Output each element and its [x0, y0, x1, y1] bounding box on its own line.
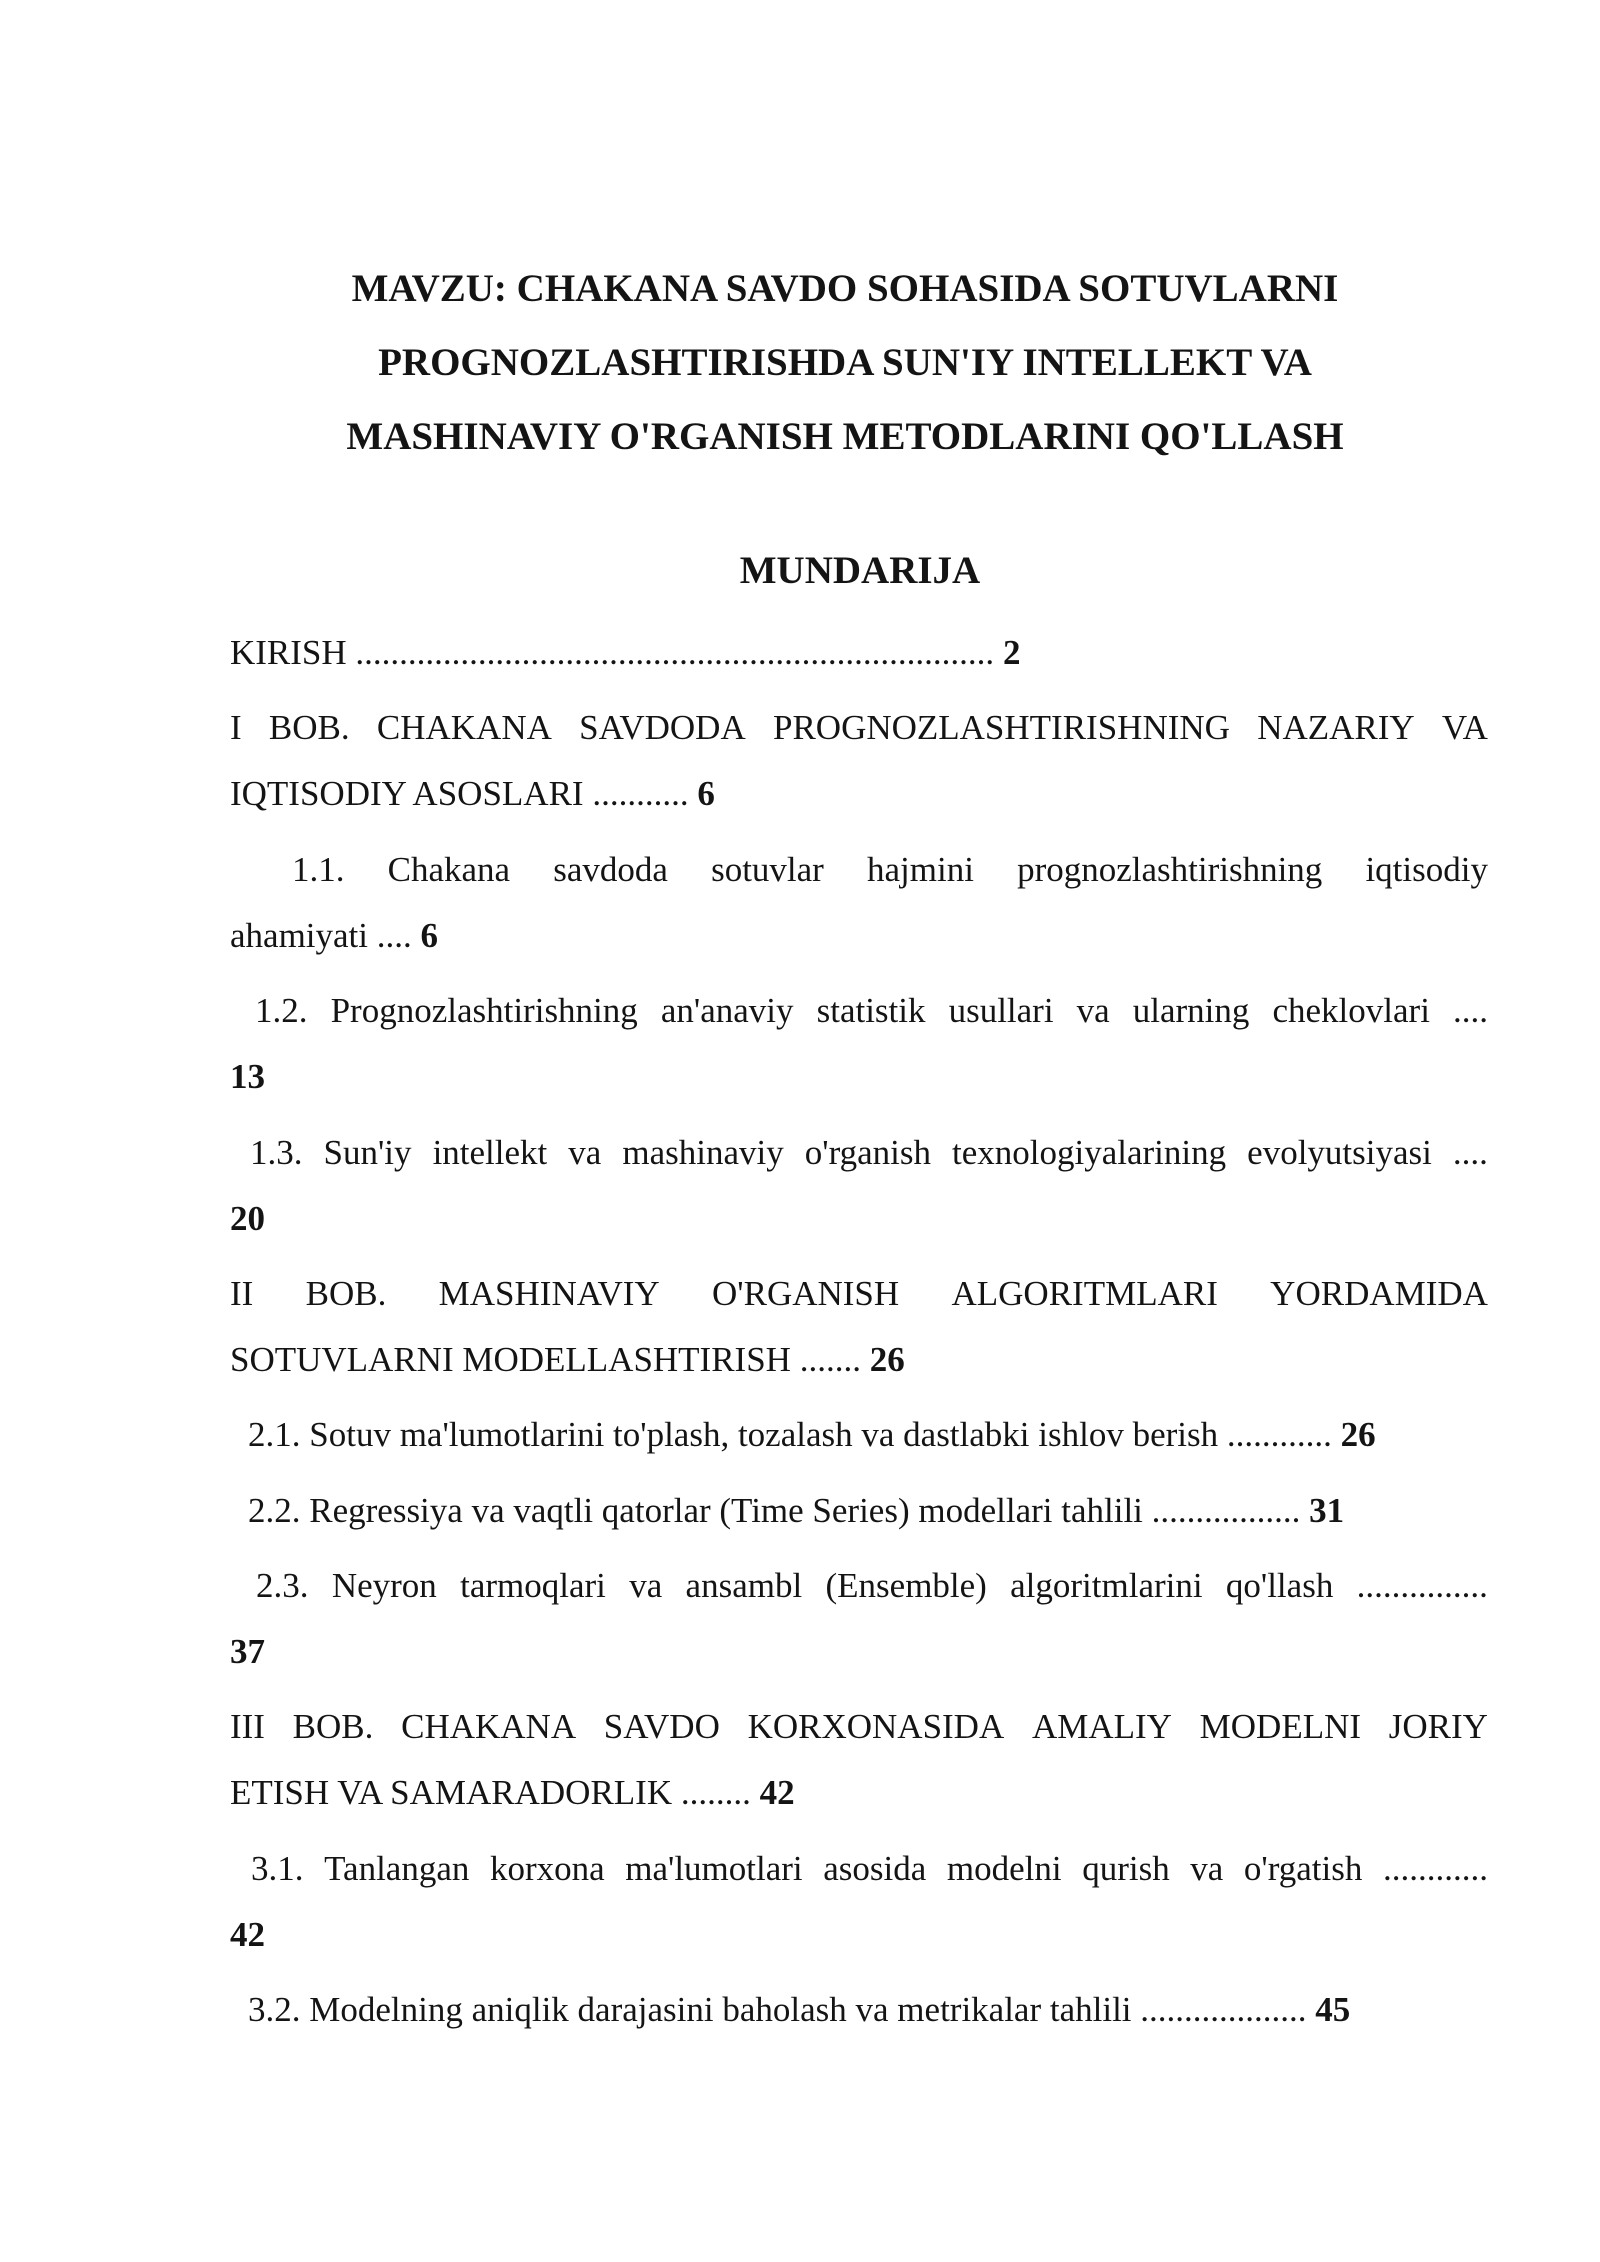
toc-word: SAVDODA — [579, 708, 746, 747]
toc-word: cheklovlari — [1272, 991, 1430, 1030]
toc-entry-text: ETISH VA SAMARADORLIK ........ — [230, 1773, 751, 1812]
toc-word: 2.3. — [256, 1566, 309, 1605]
toc-word: an'anaviy — [660, 991, 794, 1030]
toc-word: va — [629, 1566, 663, 1605]
toc-word: PROGNOZLASHTIRISHNING — [772, 708, 1230, 747]
toc-word: .... — [1453, 991, 1488, 1030]
toc-entry-line1 — [230, 1836, 1488, 1902]
toc-word: BOB. — [305, 1274, 387, 1313]
toc-entry-text: ahamiyati .... — [230, 916, 412, 955]
toc-word: NAZARIY — [1257, 708, 1415, 747]
title-line: MASHINAVIY O'RGANISH METODLARINI QO'LLASH — [346, 415, 1344, 458]
toc-word: YORDAMIDA — [1270, 1274, 1488, 1313]
toc-word: o'rganish — [804, 1133, 931, 1172]
toc-page-number: 37 — [230, 1632, 265, 1671]
toc-page-number: 26 — [869, 1340, 905, 1379]
toc-word: savdoda — [553, 850, 668, 889]
toc-heading: MUNDARIJA — [739, 549, 981, 592]
toc-entry-line1 — [230, 695, 1488, 761]
toc-page-number: 42 — [230, 1915, 265, 1954]
toc-word: sotuvlar — [711, 850, 824, 889]
toc-word: ALGORITMLARI — [951, 1274, 1218, 1313]
toc-page-number: 20 — [230, 1199, 265, 1238]
toc-word: va — [568, 1133, 602, 1172]
toc-word: Sun'iy — [323, 1133, 412, 1172]
toc-entry-1-3 — [230, 1120, 1488, 1252]
toc-entry-1-1 — [230, 837, 1488, 969]
toc-word: VA — [1441, 708, 1488, 747]
toc-page-number: 26 — [1340, 1415, 1376, 1454]
toc-word: qo'llash — [1225, 1566, 1334, 1605]
toc-entry-chapter-3 — [230, 1694, 1488, 1826]
toc-word: qurish — [1082, 1849, 1170, 1888]
toc-word: va — [1076, 991, 1110, 1030]
toc-entry-text: KIRISH ......................................................................... — [230, 633, 995, 672]
toc-word: prognozlashtirishning — [1017, 850, 1323, 889]
toc-word: III — [230, 1707, 265, 1746]
toc-word: SAVDO — [603, 1707, 720, 1746]
toc-entry-2-2 — [248, 1478, 1506, 1544]
title-line: PROGNOZLASHTIRISHDA SUN'IY INTELLEKT VA — [378, 341, 1312, 384]
toc-word: hajmini — [866, 850, 974, 889]
toc-word: MODELNI — [1199, 1707, 1362, 1746]
toc-entry-text: 3.2. Modelning aniqlik darajasini baholash va metrikalar tahlili ................... — [248, 1990, 1307, 2029]
toc-word: (Ensemble) — [825, 1566, 987, 1605]
toc-entry-1-2 — [230, 978, 1488, 1110]
toc-word: Neyron — [331, 1566, 437, 1605]
toc-entry-line1 — [230, 1694, 1488, 1760]
toc-entry-3-1 — [230, 1836, 1488, 1968]
toc-word: ............... — [1356, 1566, 1488, 1605]
toc-word: Tanlangan — [324, 1849, 470, 1888]
toc-word: 1.1. — [292, 850, 345, 889]
toc-word: AMALIY — [1031, 1707, 1172, 1746]
toc-word: 1.2. — [255, 991, 308, 1030]
toc-entry-line1 — [230, 978, 1488, 1044]
toc-entry-chapter-1 — [230, 695, 1488, 827]
toc-page-number: 42 — [759, 1773, 795, 1812]
toc-entry-kirish — [230, 620, 1488, 686]
toc-word: tarmoqlari — [460, 1566, 606, 1605]
toc-entry-text: 2.2. Regressiya va vaqtli qatorlar (Time Series) modellari tahlili ................. — [248, 1491, 1301, 1530]
toc-entry-2-3 — [230, 1553, 1488, 1685]
toc-page-number: 6 — [697, 774, 715, 813]
toc-entry-line1 — [230, 837, 1488, 903]
toc-word: va — [1190, 1849, 1224, 1888]
toc-word: JORIY — [1388, 1707, 1488, 1746]
toc-entry-text: IQTISODIY ASOSLARI ........... — [230, 774, 689, 813]
toc-entry-text: SOTUVLARNI MODELLASHTIRISH ....... — [230, 1340, 861, 1379]
toc-page-number: 2 — [1002, 633, 1021, 672]
toc-word: ularning — [1132, 991, 1250, 1030]
toc-entry-chapter-2 — [230, 1261, 1488, 1393]
toc-page-number: 31 — [1309, 1491, 1345, 1530]
toc-entry-line1 — [230, 1553, 1488, 1619]
toc-word: CHAKANA — [376, 708, 552, 747]
toc-word: ansambl — [685, 1566, 803, 1605]
toc-entry-line1 — [230, 1261, 1488, 1327]
toc-word: Chakana — [387, 850, 511, 889]
toc-page-number: 13 — [230, 1057, 265, 1096]
toc-word: usullari — [948, 991, 1054, 1030]
toc-word: Prognozlashtirishning — [330, 991, 638, 1030]
toc-word: modelni — [946, 1849, 1062, 1888]
document-title — [230, 252, 1460, 474]
toc-word: .... — [1452, 1133, 1488, 1172]
toc-word: statistik — [816, 991, 926, 1030]
toc-word: II — [230, 1274, 254, 1313]
toc-word: mashinaviy — [622, 1133, 784, 1172]
toc-entry-2-1 — [248, 1402, 1506, 1468]
toc-word: 1.3. — [250, 1133, 303, 1172]
toc-word: intellekt — [432, 1133, 548, 1172]
toc-word: BOB. — [292, 1707, 374, 1746]
toc-word: KORXONASIDA — [747, 1707, 1005, 1746]
toc-word: ............ — [1382, 1849, 1488, 1888]
toc-word: BOB. — [268, 708, 350, 747]
toc-page-number: 6 — [420, 916, 439, 955]
toc-word: evolyutsiyasi — [1247, 1133, 1432, 1172]
toc-word: texnologiyalarining — [952, 1133, 1227, 1172]
toc-entry-text: 2.1. Sotuv ma'lumotlarini to'plash, tozalash va dastlabki ishlov berish ............ — [248, 1415, 1332, 1454]
toc-entry-line1 — [230, 1120, 1488, 1186]
title-line: MAVZU: CHAKANA SAVDO SOHASIDA SOTUVLARNI — [351, 267, 1339, 310]
toc-word: I — [230, 708, 242, 747]
toc-word: iqtisodiy — [1365, 850, 1488, 889]
toc-word: algoritmlarini — [1010, 1566, 1203, 1605]
toc-entry-3-2 — [248, 1977, 1506, 2043]
toc-word: O'RGANISH — [712, 1274, 900, 1313]
toc-word: 3.1. — [251, 1849, 304, 1888]
toc-page-number: 45 — [1315, 1990, 1351, 2029]
toc-word: asosida — [823, 1849, 927, 1888]
toc-word: ma'lumotlari — [625, 1849, 803, 1888]
toc-word: CHAKANA — [401, 1707, 577, 1746]
toc-word: o'rgatish — [1243, 1849, 1363, 1888]
toc-word: korxona — [489, 1849, 605, 1888]
toc-word: MASHINAVIY — [438, 1274, 660, 1313]
